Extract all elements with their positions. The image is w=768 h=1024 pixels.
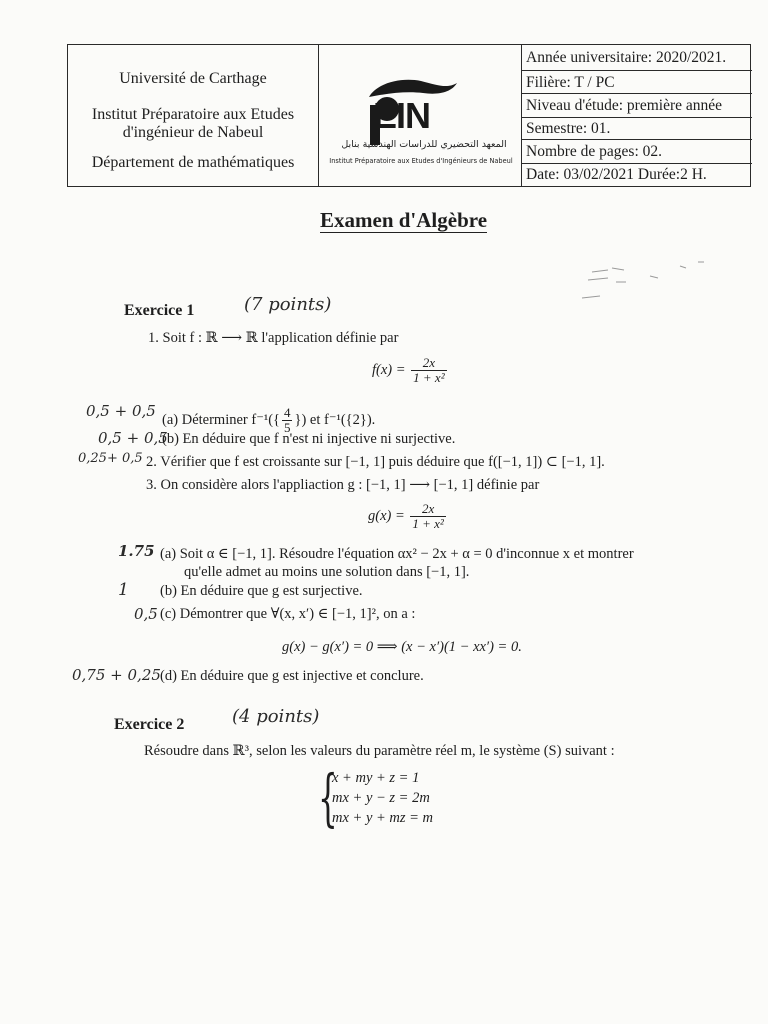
- ex1-question-3b: (b) En déduire que g est surjective.: [160, 583, 363, 599]
- ex1-question-1b: (b) En déduire que f n'est ni injective ni surjective.: [162, 431, 456, 447]
- ex1-3b-points: 1: [118, 580, 129, 600]
- info-academic-year: Année universitaire: 2020/2021.: [521, 45, 752, 71]
- ex1-1b-points: 0,5 + 0,5: [98, 429, 168, 447]
- institute-logo: [319, 45, 521, 186]
- g-lhs: g(x) =: [368, 507, 405, 524]
- g-numerator: 2x: [410, 502, 445, 517]
- scan-marks: [580, 258, 720, 308]
- logo-word: EIN: [373, 95, 431, 136]
- system-brace: {: [318, 761, 338, 834]
- ex1-question-3d: (d) En déduire que g est injective et conclure.: [160, 668, 424, 684]
- exercise-1-points: (7 points): [244, 294, 332, 315]
- g-denominator: 1 + x²: [412, 516, 444, 531]
- q1a-numerator: 4: [283, 405, 291, 420]
- q1a-text-post: }) et f⁻¹({2}).: [294, 411, 376, 428]
- ex1-g-definition: [368, 502, 448, 531]
- f-denominator: 1 + x²: [413, 370, 445, 385]
- header-table: [67, 44, 751, 187]
- logo-french-text: Institut Préparatoire aux Etudes d'Ingénieurs de Nabeul: [329, 157, 513, 165]
- ex1-3c-points: 0,5: [134, 605, 158, 623]
- ex1-3d-points: 0,75 + 0,25: [72, 666, 161, 684]
- logo-arabic-text: المعهد التحضيري للدراسات الهندسية بنابل: [341, 139, 507, 150]
- exercise-2-points: (4 points): [232, 706, 320, 727]
- g-fraction: [410, 502, 445, 531]
- ex1-question-3a-line2: qu'elle admet au moins une solution dans [−1, 1].: [184, 564, 470, 580]
- ex1-3c-implication: g(x) − g(x′) = 0 ⟹ (x − x′)(1 − xx′) = 0.: [282, 639, 522, 655]
- exercise-2-title: Exercice 2: [114, 716, 185, 733]
- system-equation-1: x + my + z = 1: [332, 770, 420, 786]
- f-lhs: f(x) =: [372, 361, 406, 378]
- info-pages: Nombre de pages: 02.: [521, 140, 752, 164]
- ex1-f-definition: [372, 356, 449, 385]
- info-level: Niveau d'étude: première année: [521, 94, 752, 118]
- header-info: [521, 45, 752, 186]
- info-program: Filière: T / PC: [521, 71, 752, 94]
- ex2-statement: Résoudre dans ℝ³, selon les valeurs du paramètre réel m, le système (S) suivant :: [144, 743, 615, 759]
- q1a-denominator: 5: [283, 420, 291, 435]
- exam-title: Examen d'Algèbre: [320, 208, 488, 232]
- ex1-2-points: 0,25+ 0,5: [78, 451, 143, 466]
- q1a-text-pre: (a) Déterminer f⁻¹({: [162, 411, 280, 428]
- info-date-duration: Date: 03/02/2021 Durée:2 H.: [526, 166, 707, 183]
- f-fraction: [411, 356, 446, 385]
- info-semester: Semestre: 01.: [521, 118, 752, 140]
- exercise-1-title: Exercice 1: [124, 302, 195, 319]
- ex1-question-3: 3. On considère alors l'appliaction g : [−1, 1] ⟶ [−1, 1] définie par: [146, 477, 540, 493]
- institute-line-1: Institut Préparatoire aux Etudes: [91, 106, 295, 123]
- system-equation-3: mx + y + mz = m: [332, 810, 434, 826]
- ex1-1a-points: 0,5 + 0,5: [86, 402, 156, 420]
- f-numerator: 2x: [411, 356, 446, 371]
- ex1-question-2: 2. Vérifier que f est croissante sur [−1, 1] puis déduire que f([−1, 1]) ⊂ [−1, 1].: [146, 454, 605, 470]
- ex1-question-3c: (c) Démontrer que ∀(x, x′) ∈ [−1, 1]², on a :: [160, 606, 416, 622]
- header-institution: [68, 45, 318, 186]
- university-name: Université de Carthage: [119, 70, 267, 87]
- institute-line-2: d'ingénieur de Nabeul: [122, 124, 264, 141]
- ex1-3a-points: 1.75: [118, 542, 155, 560]
- department-name: Département de mathématiques: [91, 154, 295, 171]
- ex1-question-3a-line1: (a) Soit α ∈ [−1, 1]. Résoudre l'équation αx² − 2x + α = 0 d'inconnue x et montrer: [160, 546, 634, 562]
- ex1-question-1: 1. Soit f : ℝ ⟶ ℝ l'application définie par: [148, 330, 399, 346]
- system-equation-2: mx + y − z = 2m: [332, 790, 430, 806]
